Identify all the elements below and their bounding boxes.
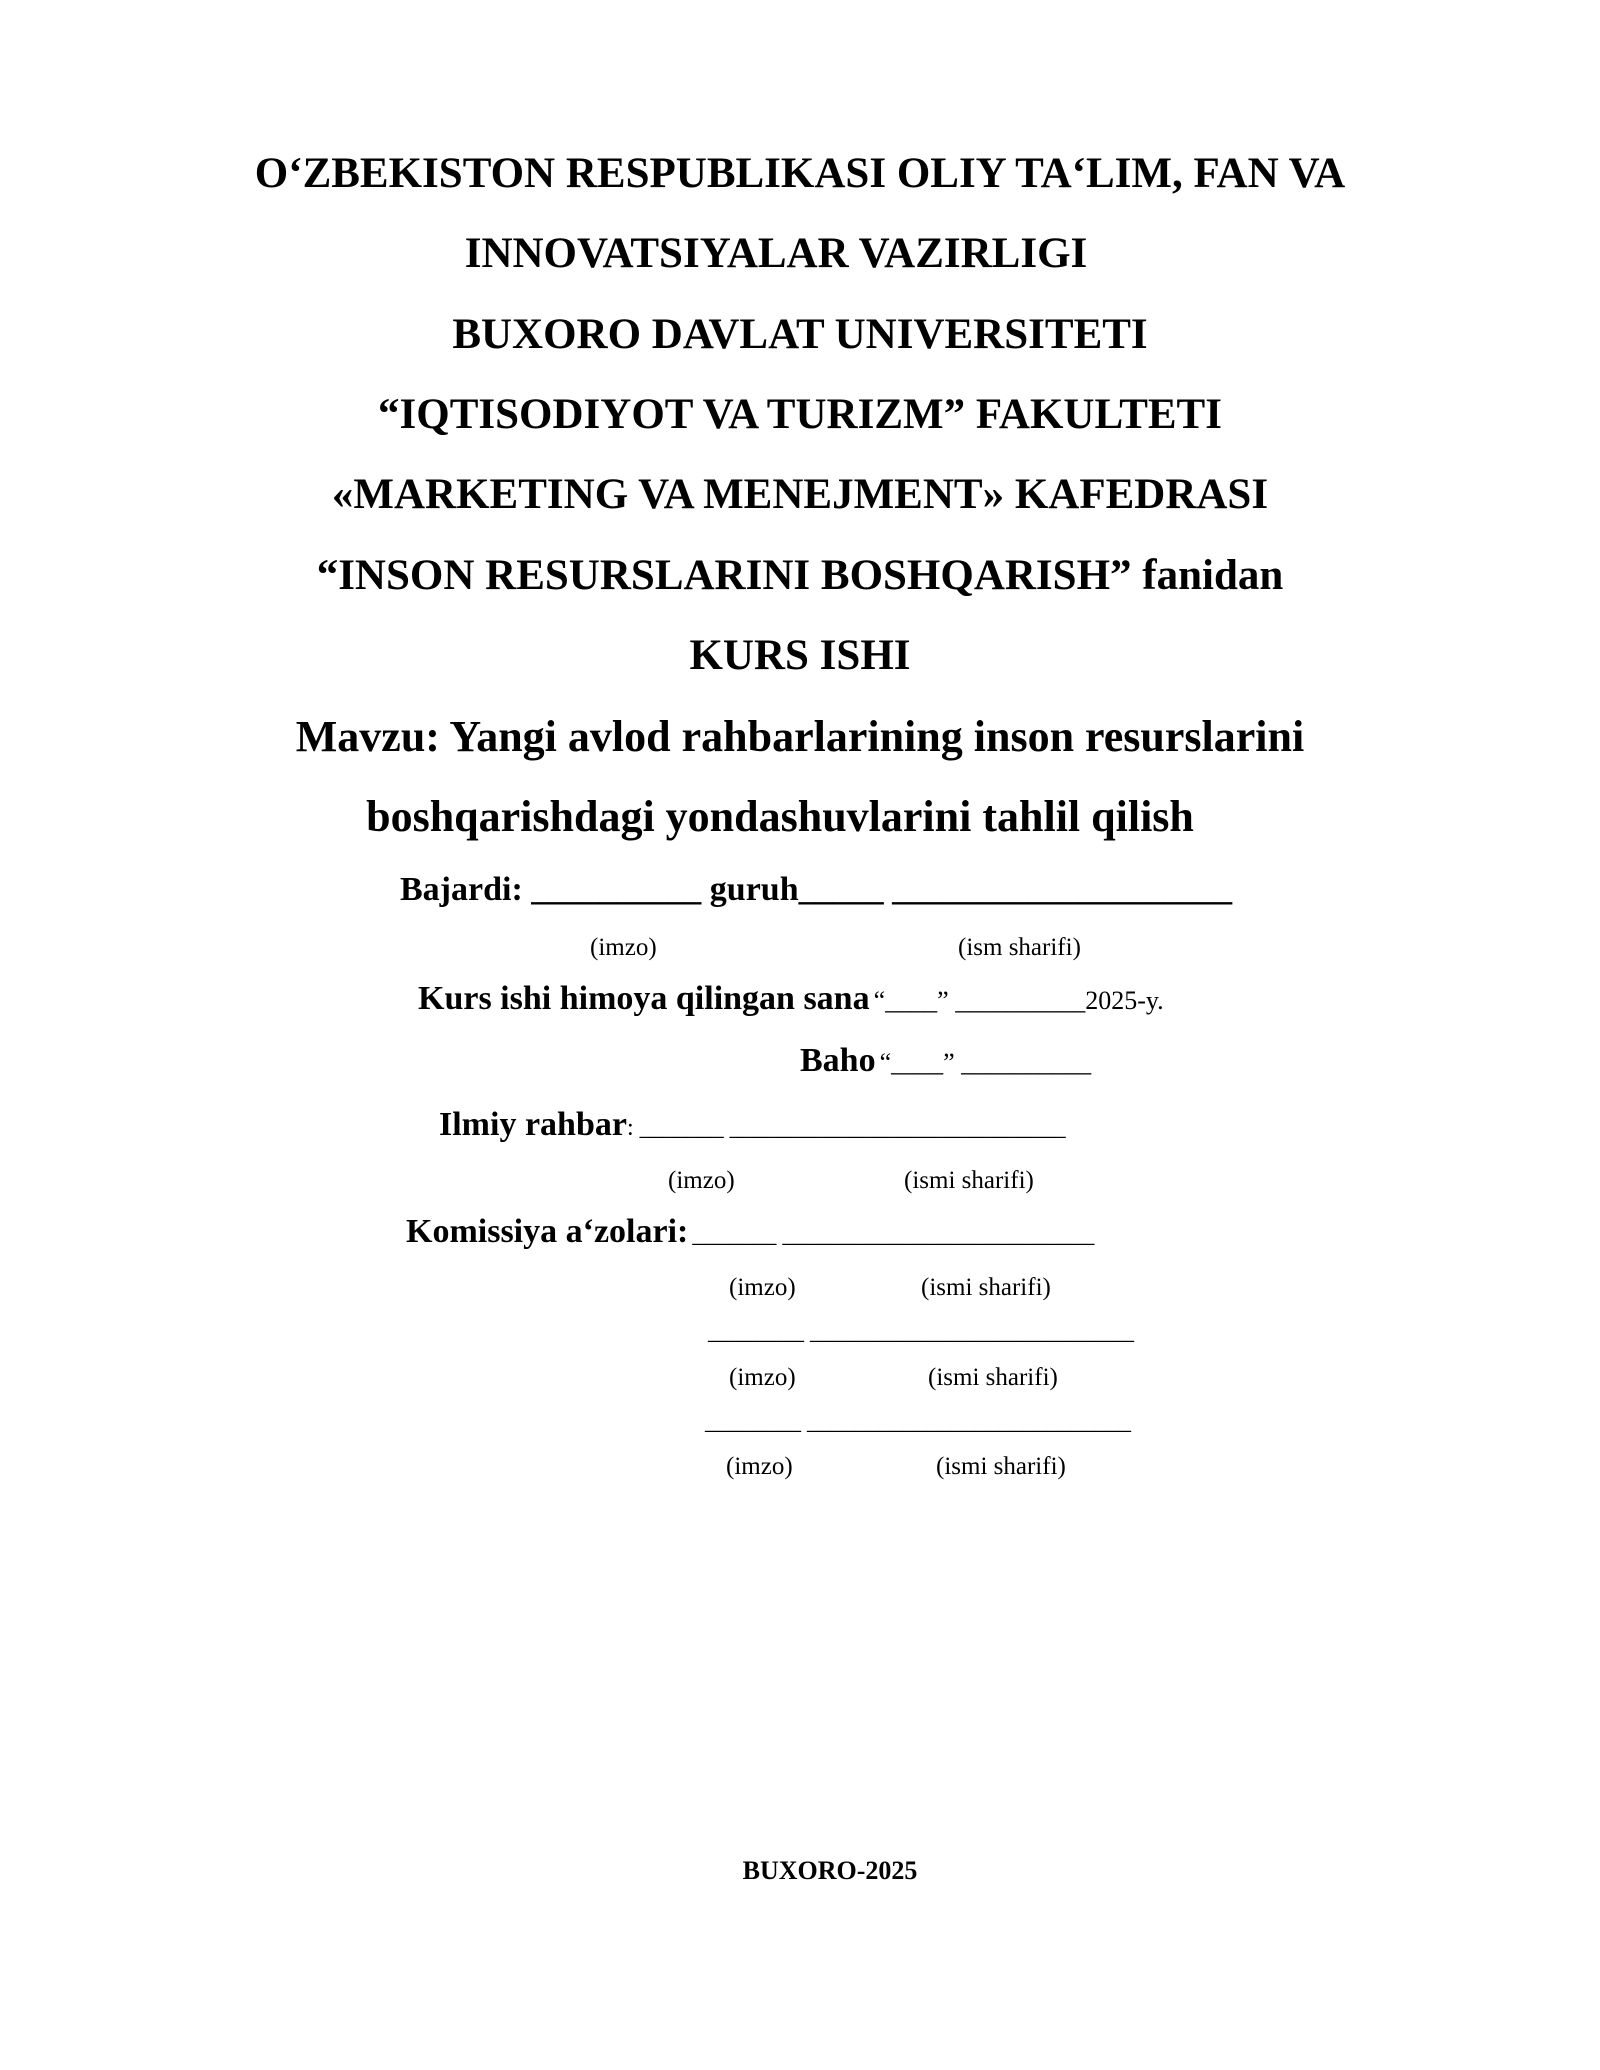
faculty-name: “IQTISODIYOT VA TURIZM” FAKULTETI xyxy=(378,391,1222,438)
grade-row xyxy=(800,1044,1091,1078)
commission-row xyxy=(406,1215,1094,1249)
commission-signature-caption-3: (imzo) xyxy=(726,1453,793,1480)
topic-line-1: Mavzu: Yangi avlod rahbarlarining inson resurslarini xyxy=(295,712,1305,761)
grade-value: “____” __________ xyxy=(879,1048,1092,1077)
subject-line: “INSON RESURSLARINI BOSHQARISH” fanidan xyxy=(316,552,1284,599)
topic-line-2: boshqarishdagi yondashuvlarini tahlil qilish xyxy=(366,792,1194,841)
performed-name-caption: (ism sharifi) xyxy=(958,934,1081,961)
supervisor-label: Ilmiy rahbar xyxy=(439,1106,627,1143)
university-name: BUXORO DAVLAT UNIVERSITETI xyxy=(452,311,1148,358)
supervisor-signature-caption: (imzo) xyxy=(668,1167,735,1194)
work-type: KURS ISHI xyxy=(689,632,911,679)
defense-row xyxy=(418,982,1164,1016)
commission-member-2-blank: ________ ___________________________ xyxy=(708,1319,1134,1345)
commission-name-caption-3: (ismi sharifi) xyxy=(936,1453,1066,1480)
performed-blank: __________ xyxy=(531,871,702,908)
commission-label: Komissiya a‘zolari: xyxy=(406,1213,689,1250)
supervisor-value: : _______ ____________________________ xyxy=(626,1115,1066,1141)
supervisor-row xyxy=(439,1108,1066,1142)
grade-label: Baho xyxy=(800,1042,876,1079)
commission-name-caption-2: (ismi sharifi) xyxy=(928,1364,1058,1391)
commission-member-3-blank: ________ ___________________________ xyxy=(705,1409,1131,1435)
group-label: guruh xyxy=(709,871,799,908)
performed-label: Bajardi: xyxy=(400,871,523,908)
commission-blank: _______ __________________________ xyxy=(692,1222,1095,1248)
performed-signature-caption: (imzo) xyxy=(590,934,657,961)
commission-signature-caption-2: (imzo) xyxy=(729,1364,796,1391)
commission-signature-caption-1: (imzo) xyxy=(729,1274,796,1301)
department-name: «MARKETING VA MENEJMENT» KAFEDRASI xyxy=(331,471,1269,518)
defense-value: “____” __________2025-y. xyxy=(873,986,1164,1015)
ministry-line-1: O‘ZBEKISTON RESPUBLIKASI OLIY TA‘LIM, FAN VA xyxy=(254,150,1346,197)
performed-row xyxy=(400,873,1232,907)
performed-name-blank: ____________________ xyxy=(892,871,1233,908)
ministry-line-2: INNOVATSIYALAR VAZIRLIGI xyxy=(464,230,1088,277)
defense-label: Kurs ishi himoya qilingan sana xyxy=(418,980,870,1017)
commission-name-caption-1: (ismi sharifi) xyxy=(921,1274,1051,1301)
city-year-footer: BUXORO-2025 xyxy=(742,1856,918,1885)
supervisor-name-caption: (ismi sharifi) xyxy=(904,1167,1034,1194)
group-blank: _____ xyxy=(798,871,884,908)
